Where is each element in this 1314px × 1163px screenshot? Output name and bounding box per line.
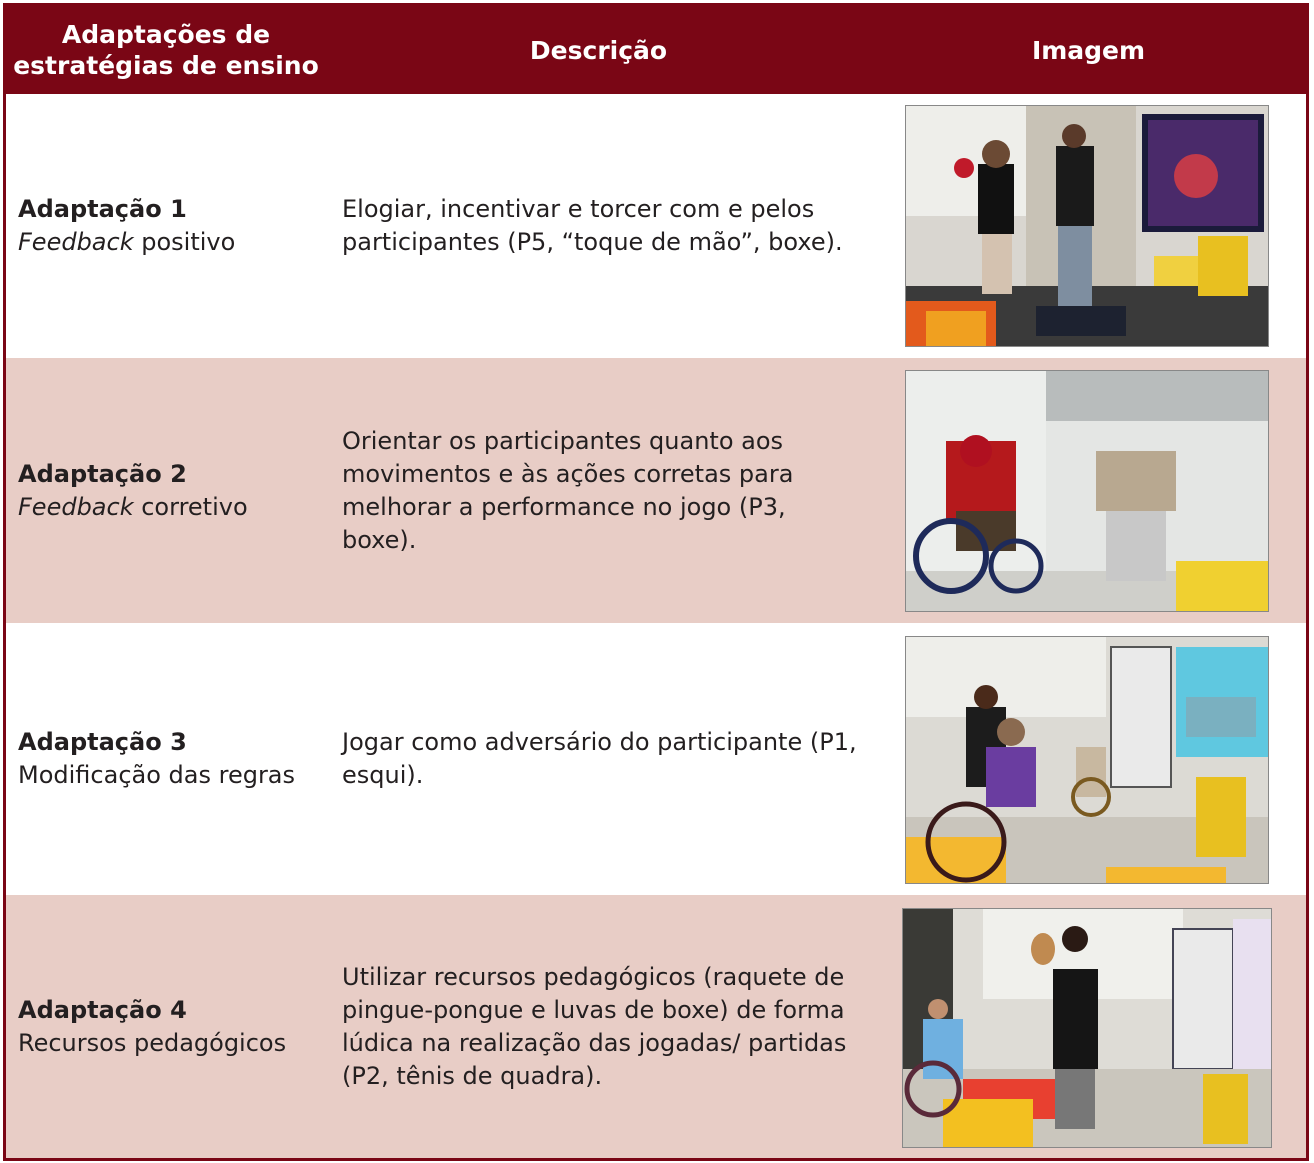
photo-wheelchair-boxing [905, 370, 1269, 612]
strategy-title: Adaptação 1 [18, 195, 187, 223]
strategy-cell [18, 358, 338, 623]
strategy-cell [18, 94, 338, 358]
strategies-table [3, 3, 1309, 1161]
strategy-cell [18, 895, 338, 1158]
description-text: Jogar como adversário do participante (P1, esqui). [342, 728, 857, 789]
strategy-title: Adaptação 4 [18, 995, 187, 1024]
strategy-subtitle: Modificação das regras [18, 761, 296, 789]
strategy-subtitle: Recursos pedagógicos [18, 1028, 287, 1057]
table-row [6, 895, 1306, 1158]
description-cell [342, 895, 862, 1158]
strategy-subtitle: Feedback positivo [18, 228, 236, 256]
description-cell [342, 623, 862, 895]
table-row [6, 358, 1306, 623]
table-row [6, 94, 1306, 358]
header-image: Imagem [1031, 35, 1146, 65]
description-text: Orientar os participantes quanto aos movimentos e às ações corretas para melhorar a performance no jogo (P3, boxe). [342, 426, 794, 554]
strategy-title: Adaptação 2 [18, 459, 187, 488]
description-cell [342, 358, 862, 623]
table-row [6, 623, 1306, 895]
strategy-title: Adaptação 3 [18, 728, 187, 756]
description-text: Utilizar recursos pedagógicos (raquete de pingue-pongue e luvas de boxe) de forma lúdica na realização das jogadas/ partidas (P2, tênis de quadra). [342, 962, 847, 1090]
table-header [6, 6, 1306, 94]
header-strategies: Adaptações de estratégias de ensino [13, 20, 319, 80]
photo-boxing-high-five [905, 105, 1269, 347]
description-cell [342, 94, 862, 358]
description-text: Elogiar, incentivar e torcer com e pelos participantes (P5, “toque de mão”, boxe). [342, 195, 843, 256]
header-description: Descrição [529, 35, 668, 65]
photo-skiing-opponent [905, 636, 1269, 884]
strategy-subtitle: Feedback corretivo [18, 492, 248, 521]
photo-ping-pong-paddle [902, 908, 1272, 1148]
strategy-cell [18, 623, 338, 895]
